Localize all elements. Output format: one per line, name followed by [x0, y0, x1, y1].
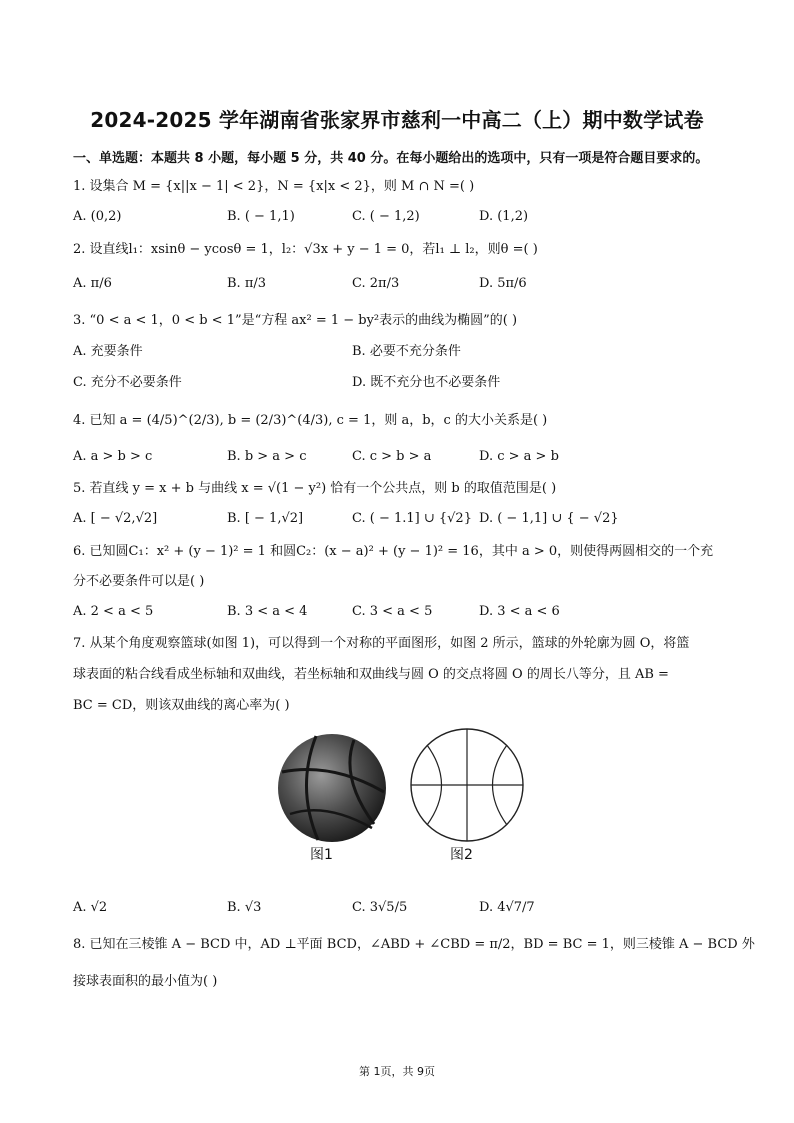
q4-option-d: D. c > a > b — [479, 449, 559, 464]
q4-option-a: A. a > b > c — [73, 449, 153, 464]
question-1-stem: 1. 设集合 M = {x||x − 1| < 2}，N = {x|x < 2}，则 M ∩ N =( ) — [73, 179, 475, 194]
section-heading: 一、单选题：本题共 8 小题，每小题 5 分，共 40 分。在每小题给出的选项中，只有一项是符合题目要求的。 — [73, 151, 709, 166]
q1-option-c: C. ( − 1,2) — [352, 209, 420, 224]
question-5-stem: 5. 若直线 y = x + b 与曲线 x = √(1 − y²) 恰有一个公共点，则 b 的取值范围是( ) — [73, 481, 557, 496]
basketball-photo-figure — [276, 732, 388, 844]
q1-option-b: B. ( − 1,1) — [227, 209, 295, 224]
figure-1-label: 图1 — [310, 847, 333, 863]
q5-option-b: B. [ − 1,√2] — [227, 511, 304, 526]
question-4-stem: 4. 已知 a = (4/5)^(2/3), b = (2/3)^(4/3), c = 1，则 a，b，c 的大小关系是( ) — [73, 413, 548, 428]
question-6-stem-line-2: 分不必要条件可以是( ) — [73, 574, 205, 589]
q5-option-c: C. ( − 1.1] ∪ {√2} — [352, 511, 472, 526]
q4-option-b: B. b > a > c — [227, 449, 307, 464]
q3-option-a: A. 充要条件 — [73, 344, 143, 359]
question-8-stem-line-2: 接球表面积的最小值为( ) — [73, 974, 218, 989]
question-3-stem: 3. “0 < a < 1，0 < b < 1”是“方程 ax² = 1 − by²表示的曲线为椭圆”的( ) — [73, 313, 518, 328]
question-6-stem-line-1: 6. 已知圆C₁：x² + (y − 1)² = 1 和圆C₂：(x − a)² + (y − 1)² = 16，其中 a > 0，则使得两圆相交的一个充 — [73, 544, 714, 559]
q7-option-d: D. 4√7/7 — [479, 900, 535, 915]
q2-option-d: D. 5π/6 — [479, 276, 527, 291]
page-footer: 第 1页，共 9页 — [359, 1065, 435, 1078]
q1-option-d: D. (1,2) — [479, 209, 529, 224]
q4-option-c: C. c > b > a — [352, 449, 432, 464]
q7-option-c: C. 3√5/5 — [352, 900, 408, 915]
q7-option-a: A. √2 — [73, 900, 108, 915]
q2-option-b: B. π/3 — [227, 276, 267, 291]
page-title: 2024-2025 学年湖南省张家界市慈利一中高二（上）期中数学试卷 — [90, 108, 704, 132]
question-8-stem-line-1: 8. 已知在三棱锥 A − BCD 中，AD ⊥平面 BCD，∠ABD + ∠CBD = π/2，BD = BC = 1，则三棱锥 A − BCD 外 — [73, 937, 755, 952]
question-7-stem-line-2: 球表面的粘合线看成坐标轴和双曲线，若坐标轴和双曲线与圆 O 的交点将圆 O 的周长八等分，且 AB = — [73, 667, 669, 682]
q2-option-c: C. 2π/3 — [352, 276, 400, 291]
q3-option-d: D. 既不充分也不必要条件 — [352, 375, 501, 390]
question-7-stem-line-3: BC = CD，则该双曲线的离心率为( ) — [73, 698, 290, 713]
q5-option-d: D. ( − 1,1] ∪ { − √2} — [479, 511, 619, 526]
q6-option-a: A. 2 < a < 5 — [73, 604, 154, 619]
q3-option-c: C. 充分不必要条件 — [73, 375, 182, 390]
basketball-diagram-figure — [408, 726, 526, 844]
q1-option-a: A. (0,2) — [73, 209, 122, 224]
q5-option-a: A. [ − √2,√2] — [73, 511, 158, 526]
q6-option-d: D. 3 < a < 6 — [479, 604, 560, 619]
q2-option-a: A. π/6 — [73, 276, 112, 291]
q7-option-b: B. √3 — [227, 900, 262, 915]
question-2-stem: 2. 设直线l₁：xsinθ − ycosθ = 1，l₂：√3x + y − 1 = 0，若l₁ ⊥ l₂，则θ =( ) — [73, 242, 538, 257]
question-7-stem-line-1: 7. 从某个角度观察篮球(如图 1)，可以得到一个对称的平面图形，如图 2 所示，篮球的外轮廓为圆 O，将篮 — [73, 636, 690, 651]
q6-option-c: C. 3 < a < 5 — [352, 604, 433, 619]
q6-option-b: B. 3 < a < 4 — [227, 604, 308, 619]
q3-option-b: B. 必要不充分条件 — [352, 344, 461, 359]
basketball-figures — [270, 722, 530, 872]
figure-2-label: 图2 — [450, 847, 473, 863]
